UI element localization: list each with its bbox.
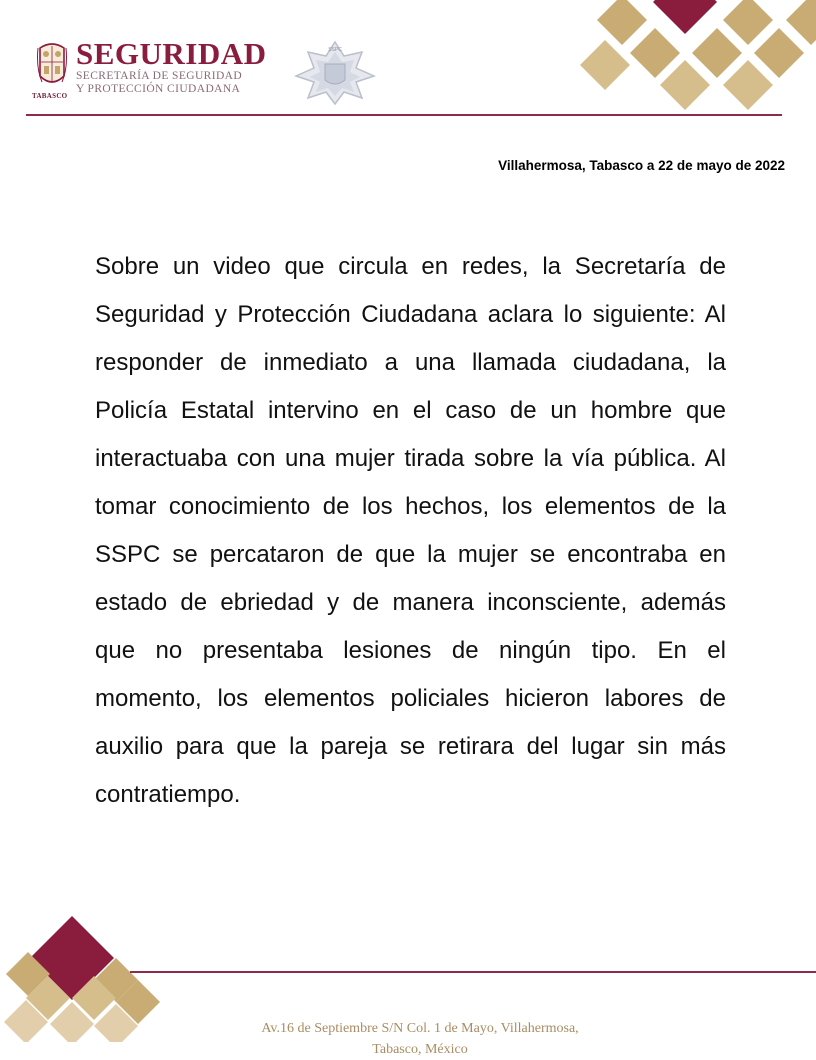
police-star-badge-icon <box>292 40 378 106</box>
decorative-diamonds-bottom <box>0 912 170 1042</box>
footer-divider <box>130 971 816 973</box>
decorative-diamonds-top <box>560 0 816 110</box>
brand-subtitle-line2: Y PROTECCIÓN CIUDADANA <box>76 83 241 95</box>
header-divider <box>26 114 782 116</box>
footer-address <box>200 1018 640 1060</box>
agency-logo <box>30 30 280 105</box>
shield-caption: TABASCO <box>32 92 68 100</box>
badge-label: SSPC <box>328 47 342 53</box>
date-line: Villahermosa, Tabasco a 22 de mayo de 2022 <box>498 158 785 173</box>
document-body: Sobre un video que circula en redes, la Secretaría de Seguridad y Protección Ciudadana aclara lo siguiente: Al responder de inmediato a una llamada ciudadana, la Policía Estatal intervino en el caso de un hombre que interactuaba con una mujer tirada sobre la vía pública. Al tomar conocimiento de los hechos, los elementos de la SSPC se percataron de que la mujer se encontraba en estado de ebriedad y de manera inconsciente, además que no presentaba lesiones de ningún tipo. En el momento, los elementos policiales hicieron labores de auxilio para que la pareja se retirara del lugar sin más contratiempo. <box>95 253 726 808</box>
brand-title: SEGURIDAD <box>76 36 267 71</box>
footer-address-line1: Av.16 de Septiembre S/N Col. 1 de Mayo, Villahermosa, <box>261 1021 579 1036</box>
footer-address-line2: Tabasco, México <box>372 1042 468 1057</box>
brand-subtitle-line1: SECRETARÍA DE SEGURIDAD <box>76 70 243 82</box>
tabasco-coat-of-arms-icon <box>36 38 68 94</box>
